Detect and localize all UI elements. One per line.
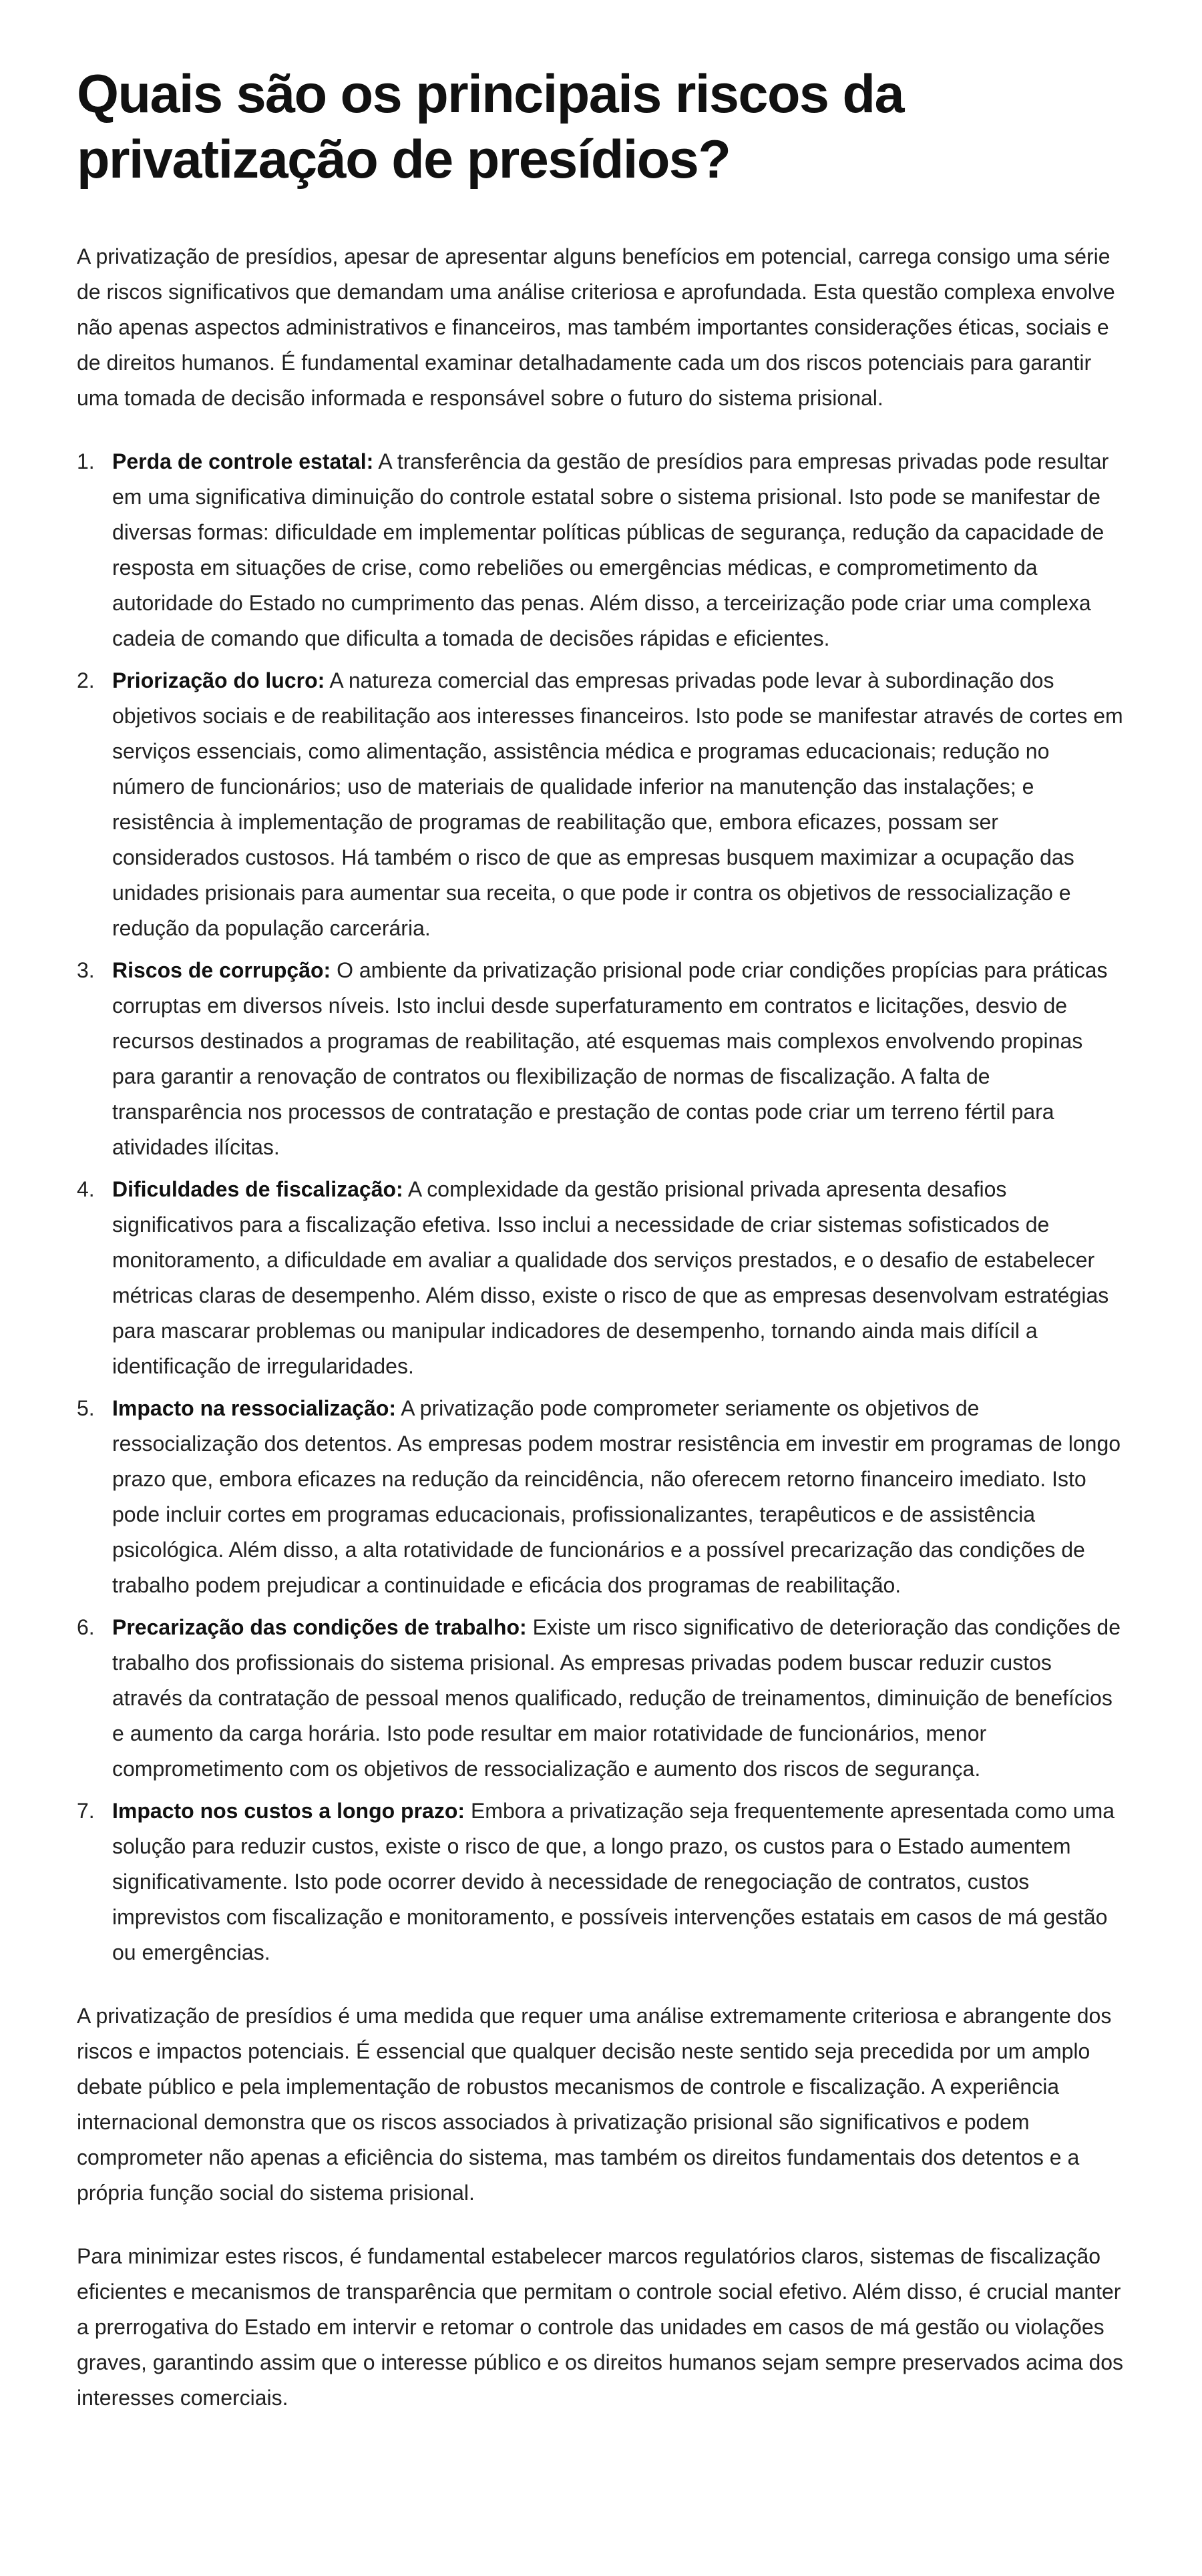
list-item <box>77 663 1125 946</box>
list-item-number: 1. <box>77 449 95 473</box>
list-item-number: 3. <box>77 958 95 982</box>
list-item-title: Perda de controle estatal: <box>112 449 374 473</box>
list-item-title: Impacto nos custos a longo prazo: <box>112 1799 465 1823</box>
list-item-text: A privatização pode comprometer seriamente os objetivos de ressocialização dos detentos. As empresas podem mostrar resistência em investir em programas de longo prazo que, embora eficazes na redução da reincidência, não oferecem retorno financeiro imediato. Isto pode incluir cortes em programas educacionais, profissionalizantes, terapêuticos e de assistência psicológica. Além disso, a alta rotatividade de funcionários e a possível precarização das condições de trabalho podem prejudicar a continuidade e eficácia dos programas de reabilitação. <box>112 1396 1121 1597</box>
intro-paragraph: A privatização de presídios, apesar de apresentar alguns benefícios em potencial, carrega consigo uma série de riscos significativos que demandam uma análise criteriosa e aprofundada. Esta questão complexa envolve não apenas aspectos administrativos e financeiros, mas também importantes considerações éticas, sociais e de direitos humanos. É fundamental examinar detalhadamente cada um dos riscos potenciais para garantir uma tomada de decisão informada e responsável sobre o futuro do sistema prisional. <box>77 244 1115 410</box>
list-item-title: Dificuldades de fiscalização: <box>112 1177 403 1201</box>
list-item-title: Priorização do lucro: <box>112 668 325 692</box>
page-title: Quais são os principais riscos da privatização de presídios? <box>77 64 904 190</box>
conclusion-paragraph: A privatização de presídios é uma medida que requer uma análise extremamente criteriosa e abrangente dos riscos e impactos potenciais. É essencial que qualquer decisão neste sentido seja precedida por um amplo debate público e pela implementação de robustos mecanismos de controle e fiscalização. A experiência internacional demonstra que os riscos associados à privatização prisional são significativos e podem comprometer não apenas a eficiência do sistema, mas também os direitos fundamentais dos detentos e a própria função social do sistema prisional. <box>77 2004 1112 2205</box>
list-item-text: A natureza comercial das empresas privadas pode levar à subordinação dos objetivos sociais e de reabilitação aos interesses financeiros. Isto pode se manifestar através de cortes em serviços essenciais, como alimentação, assistência médica e programas educacionais; redução no número de funcionários; uso de materiais de qualidade inferior na manutenção das instalações; e resistência à implementação de programas de reabilitação que, embora eficazes, possam ser considerados custosos. Há também o risco de que as empresas busquem maximizar a ocupação das unidades prisionais para aumentar sua receita, o que pode ir contra os objetivos de ressocialização e redução da população carcerária. <box>112 668 1123 940</box>
list-item <box>77 1610 1125 1787</box>
list-item-text: A complexidade da gestão prisional privada apresenta desafios significativos para a fiscalização efetiva. Isso inclui a necessidade de criar sistemas sofisticados de monitoramento, a dificuldade em avaliar a qualidade dos serviços prestados, e o desafio de estabelecer métricas claras de desempenho. Além disso, existe o risco de que as empresas desenvolvam estratégias para mascarar problemas ou manipular indicadores de desempenho, tornando ainda mais difícil a identificação de irregularidades. <box>112 1177 1109 1378</box>
list-item <box>77 1391 1125 1603</box>
list-item-title: Impacto na ressocialização: <box>112 1396 397 1420</box>
list-item-number: 2. <box>77 668 95 692</box>
risk-list <box>77 444 1125 1970</box>
list-item-text: A transferência da gestão de presídios para empresas privadas pode resultar em uma significativa diminuição do controle estatal sobre o sistema prisional. Isto pode se manifestar de diversas formas: dificuldade em implementar políticas públicas de segurança, redução da capacidade de resposta em situações de crise, como rebeliões ou emergências médicas, e comprometimento da autoridade do Estado no cumprimento das penas. Além disso, a terceirização pode criar uma complexa cadeia de comando que dificulta a tomada de decisões rápidas e eficientes. <box>112 449 1109 650</box>
list-item-title: Precarização das condições de trabalho: <box>112 1615 527 1639</box>
list-item-text: Existe um risco significativo de deterioração das condições de trabalho dos profissionais do sistema prisional. As empresas privadas podem buscar reduzir custos através da contratação de pessoal menos qualificado, redução de treinamentos, diminuição de benefícios e aumento da carga horária. Isto pode resultar em maior rotatividade de funcionários, menor comprometimento com os objetivos de ressocialização e aumento dos riscos de segurança. <box>112 1615 1121 1781</box>
list-item-number: 5. <box>77 1396 95 1420</box>
list-item-text: Embora a privatização seja frequentemente apresentada como uma solução para reduzir custos, existe o risco de que, a longo prazo, os custos para o Estado aumentem significativamente. Isto pode ocorrer devido à necessidade de renegociação de contratos, custos imprevistos com fiscalização e monitoramento, e possíveis intervenções estatais em casos de má gestão ou emergências. <box>112 1799 1115 1964</box>
list-item-title: Riscos de corrupção: <box>112 958 331 982</box>
list-item-number: 7. <box>77 1799 95 1823</box>
list-item <box>77 953 1125 1165</box>
list-item-text: O ambiente da privatização prisional pode criar condições propícias para práticas corruptas em diversos níveis. Isto inclui desde superfaturamento em contratos e licitações, desvio de recursos destinados a programas de reabilitação, até esquemas mais complexos envolvendo propinas para garantir a renovação de contratos ou flexibilização de normas de fiscalização. A falta de transparência nos processos de contratação e prestação de contas pode criar um terreno fértil para atividades ilícitas. <box>112 958 1108 1159</box>
list-item <box>77 1172 1125 1384</box>
conclusion-paragraph: Para minimizar estes riscos, é fundamental estabelecer marcos regulatórios claros, sistemas de fiscalização eficientes e mecanismos de transparência que permitam o controle social efetivo. Além disso, é crucial manter a prerrogativa do Estado em intervir e retomar o controle das unidades em casos de má gestão ou violações graves, garantindo assim que o interesse público e os direitos humanos sejam sempre preservados acima dos interesses comerciais. <box>77 2244 1124 2410</box>
list-item-number: 6. <box>77 1615 95 1639</box>
list-item <box>77 1793 1125 1970</box>
list-item <box>77 444 1125 656</box>
list-item-number: 4. <box>77 1177 95 1201</box>
